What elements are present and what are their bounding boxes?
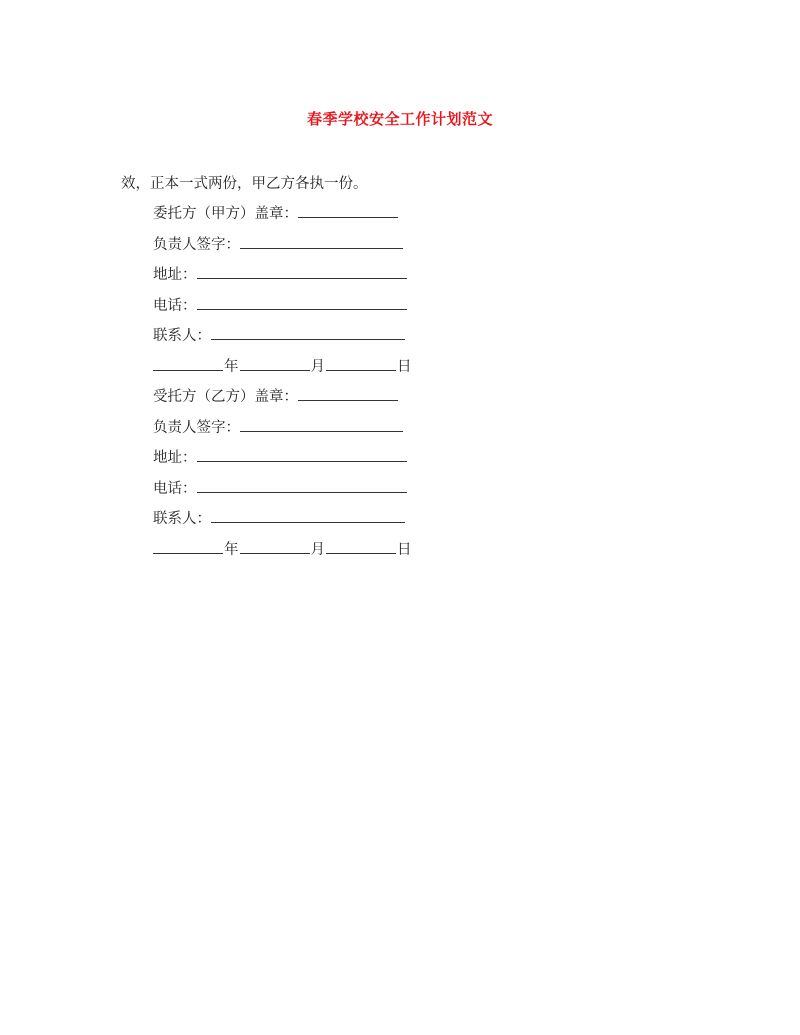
party-a-day-blank[interactable] <box>326 357 396 371</box>
party-a-month-blank[interactable] <box>240 357 310 371</box>
party-a-seal-label: 委托方（甲方）盖章： <box>153 206 298 222</box>
document-title: 春季学校安全工作计划范文 <box>306 110 493 128</box>
party-b-responsible-row <box>153 416 423 447</box>
party-b-phone-row <box>153 477 423 508</box>
party-a-phone-row <box>153 294 423 325</box>
party-a-contact-label: 联系人： <box>153 328 211 344</box>
party-a-date-row <box>153 355 423 386</box>
party-b-month-label: 月 <box>310 541 325 558</box>
party-a-contact-row <box>153 324 423 355</box>
party-b-date-row <box>153 538 423 569</box>
party-b-day-label: 日 <box>397 541 412 558</box>
party-b-month-blank[interactable] <box>240 540 310 554</box>
party-b-phone-label: 电话： <box>153 480 197 497</box>
party-b-seal-blank[interactable] <box>298 387 398 401</box>
party-b-seal-label: 受托方（乙方）盖章： <box>153 389 298 405</box>
party-b-year-label: 年 <box>224 541 239 558</box>
party-b-seal-row <box>153 385 423 416</box>
party-b-responsible-label: 负责人签字： <box>153 419 240 436</box>
party-a-section <box>153 202 423 385</box>
party-b-contact-row <box>153 507 423 538</box>
party-a-responsible-label: 负责人签字： <box>153 236 240 253</box>
party-b-address-blank[interactable] <box>197 448 407 462</box>
party-a-phone-blank[interactable] <box>197 296 407 310</box>
party-a-responsible-row <box>153 233 423 264</box>
party-a-day-label: 日 <box>397 358 412 375</box>
party-b-address-label: 地址： <box>153 450 197 466</box>
party-b-responsible-blank[interactable] <box>240 418 403 432</box>
party-a-year-blank[interactable] <box>153 357 223 371</box>
party-b-contact-blank[interactable] <box>211 509 405 523</box>
party-b-contact-label: 联系人： <box>153 511 211 527</box>
party-a-contact-blank[interactable] <box>211 326 405 340</box>
party-a-address-blank[interactable] <box>197 265 407 279</box>
party-b-day-blank[interactable] <box>326 540 396 554</box>
party-a-seal-row <box>153 202 423 233</box>
party-a-responsible-blank[interactable] <box>240 235 403 249</box>
party-b-phone-blank[interactable] <box>197 479 407 493</box>
lead-paragraph: 效，正本一式两份，甲乙方各执一份。 <box>121 176 368 192</box>
party-a-address-label: 地址： <box>153 267 197 283</box>
party-b-year-blank[interactable] <box>153 540 223 554</box>
party-b-section <box>153 385 423 568</box>
party-a-phone-label: 电话： <box>153 297 197 314</box>
party-a-year-label: 年 <box>224 358 239 375</box>
party-a-seal-blank[interactable] <box>298 204 398 218</box>
party-a-month-label: 月 <box>310 358 325 375</box>
party-b-address-row <box>153 446 423 477</box>
party-a-address-row <box>153 263 423 294</box>
